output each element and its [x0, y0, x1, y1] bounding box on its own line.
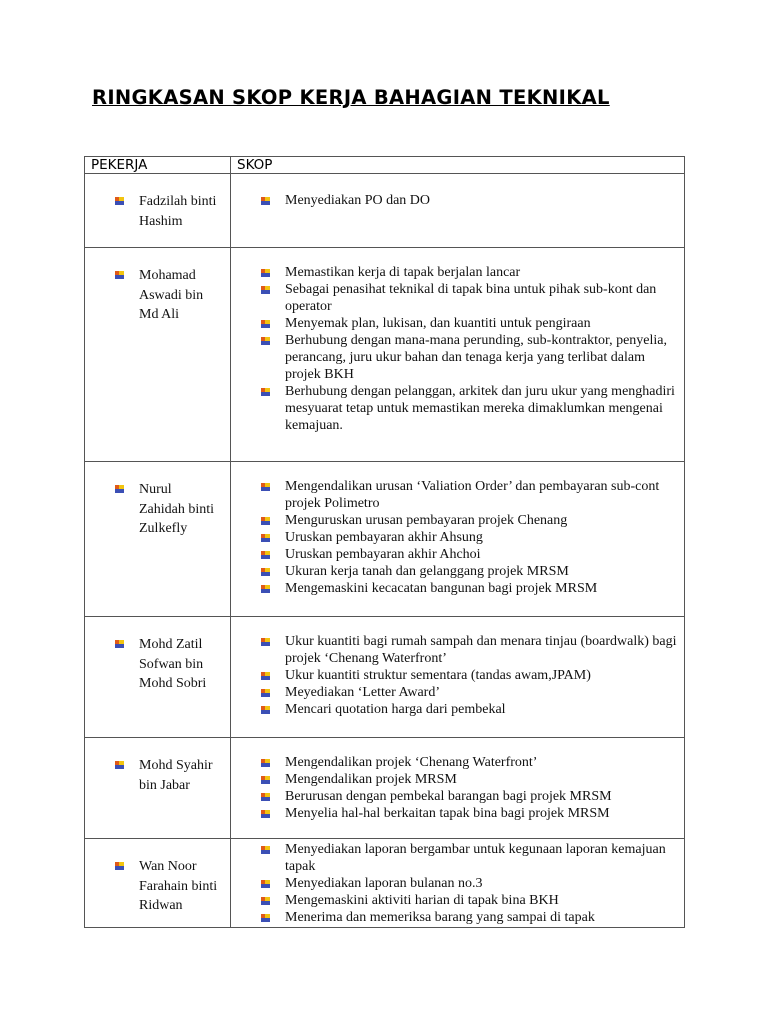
- employee-name: Mohd Syahir bin Jabar: [139, 758, 213, 793]
- table-row: [85, 248, 685, 462]
- task-text: Mencari quotation harga dari pembekal: [285, 702, 506, 717]
- task-text: Mengendalikan urusan ‘Valiation Order’ dan pembayaran sub-cont projek Polimetro: [285, 479, 660, 511]
- table-row: [85, 462, 685, 617]
- task-text: Mengemaskini kecacatan bangunan bagi projek MRSM: [285, 581, 598, 596]
- task-item: [285, 701, 678, 718]
- task-text: Mengendalikan projek MRSM: [285, 772, 457, 787]
- task-text: Berhubung dengan pelanggan, arkitek dan juru ukur yang menghadiri mesyuarat tetap untuk memastikan mereka dimaklumkan mengenai kemajuan.: [285, 384, 675, 433]
- pekerja-cell: [85, 617, 231, 738]
- bullet-icon: [261, 551, 270, 560]
- bullet-icon: [261, 810, 270, 819]
- task-item: [285, 805, 678, 822]
- bullet-icon: [261, 286, 270, 295]
- task-item: [285, 892, 678, 909]
- task-item: [285, 192, 678, 209]
- task-text: Meyediakan ‘Letter Award’: [285, 685, 440, 700]
- task-item: [285, 684, 678, 701]
- task-item: [285, 633, 678, 667]
- employee-name: Mohamad Aswadi bin Md Ali: [139, 268, 204, 322]
- task-item: [285, 264, 678, 281]
- bullet-icon: [261, 568, 270, 577]
- bullet-icon: [261, 672, 270, 681]
- task-item: [285, 332, 678, 383]
- bullet-icon: [115, 485, 124, 494]
- pekerja-cell: [85, 248, 231, 462]
- bullet-icon: [261, 706, 270, 715]
- task-text: Sebagai penasihat teknikal di tapak bina untuk pihak sub-kont dan operator: [285, 282, 657, 314]
- bullet-icon: [115, 197, 124, 206]
- pekerja-cell: [85, 738, 231, 839]
- task-text: Memastikan kerja di tapak berjalan lancar: [285, 265, 521, 280]
- task-text: Menyediakan PO dan DO: [285, 193, 431, 208]
- task-item: [285, 909, 678, 926]
- bullet-icon: [115, 640, 124, 649]
- page-title: RINGKASAN SKOP KERJA BAHAGIAN TEKNIKAL: [92, 86, 610, 109]
- task-item: [285, 771, 678, 788]
- table-row: [85, 174, 685, 248]
- scope-table: [84, 156, 685, 928]
- table-row: [85, 738, 685, 839]
- employee-name: Mohd Zatil Sofwan bin Mohd Sobri: [139, 637, 207, 691]
- header-skop: SKOP: [231, 157, 685, 174]
- bullet-icon: [261, 914, 270, 923]
- skop-cell: [231, 248, 685, 462]
- table-row: [85, 617, 685, 738]
- task-text: Mengendalikan projek ‘Chenang Waterfront’: [285, 755, 538, 770]
- employee-name: Nurul Zahidah binti Zulkefly: [139, 482, 215, 536]
- bullet-icon: [261, 897, 270, 906]
- skop-cell: [231, 839, 685, 928]
- bullet-icon: [115, 271, 124, 280]
- task-text: Ukuran kerja tanah dan gelanggang projek MRSM: [285, 564, 569, 579]
- bullet-icon: [261, 388, 270, 397]
- bullet-icon: [261, 689, 270, 698]
- bullet-icon: [261, 638, 270, 647]
- task-item: [285, 667, 678, 684]
- task-item: [285, 841, 678, 875]
- task-text: Menyediakan laporan bergambar untuk kegunaan laporan kemajuan tapak: [285, 842, 666, 874]
- task-item: [285, 546, 678, 563]
- task-text: Berurusan dengan pembekal barangan bagi projek MRSM: [285, 789, 612, 804]
- employee-name: Fadzilah binti Hashim: [139, 194, 217, 229]
- bullet-icon: [261, 880, 270, 889]
- bullet-icon: [115, 761, 124, 770]
- task-item: [285, 788, 678, 805]
- skop-cell: [231, 738, 685, 839]
- skop-cell: [231, 174, 685, 248]
- bullet-icon: [261, 585, 270, 594]
- skop-cell: [231, 617, 685, 738]
- task-item: [285, 529, 678, 546]
- task-text: Mengemaskini aktiviti harian di tapak bina BKH: [285, 893, 559, 908]
- bullet-icon: [261, 517, 270, 526]
- task-text: Menyediakan laporan bulanan no.3: [285, 876, 483, 891]
- bullet-icon: [115, 862, 124, 871]
- bullet-icon: [261, 846, 270, 855]
- task-item: [285, 754, 678, 771]
- task-item: [285, 512, 678, 529]
- task-item: [285, 383, 678, 434]
- task-text: Menguruskan urusan pembayaran projek Chenang: [285, 513, 568, 528]
- employee-name: Wan Noor Farahain binti Ridwan: [139, 859, 218, 913]
- task-item: [285, 315, 678, 332]
- bullet-icon: [261, 483, 270, 492]
- bullet-icon: [261, 776, 270, 785]
- task-text: Uruskan pembayaran akhir Ahsung: [285, 530, 483, 545]
- task-text: Ukur kuantiti struktur sementara (tandas awam,JPAM): [285, 668, 591, 683]
- task-text: Berhubung dengan mana-mana perunding, sub-kontraktor, penyelia, perancang, juru ukur bahan dan tenaga kerja yang terlibat dalam projek BKH: [285, 333, 667, 382]
- task-item: [285, 281, 678, 315]
- bullet-icon: [261, 337, 270, 346]
- bullet-icon: [261, 197, 270, 206]
- task-text: Ukur kuantiti bagi rumah sampah dan menara tinjau (boardwalk) bagi projek ‘Chenang Waterfront’: [285, 634, 677, 666]
- skop-cell: [231, 462, 685, 617]
- task-item: [285, 580, 678, 597]
- header-pekerja: PEKERJA: [85, 157, 231, 174]
- bullet-icon: [261, 759, 270, 768]
- pekerja-cell: [85, 839, 231, 928]
- table-row: [85, 839, 685, 928]
- bullet-icon: [261, 534, 270, 543]
- pekerja-cell: [85, 462, 231, 617]
- task-text: Menyemak plan, lukisan, dan kuantiti untuk pengiraan: [285, 316, 591, 331]
- bullet-icon: [261, 793, 270, 802]
- task-item: [285, 563, 678, 580]
- table-header-row: [85, 157, 685, 174]
- task-text: Uruskan pembayaran akhir Ahchoi: [285, 547, 481, 562]
- pekerja-cell: [85, 174, 231, 248]
- bullet-icon: [261, 320, 270, 329]
- bullet-icon: [261, 269, 270, 278]
- task-text: Menyelia hal-hal berkaitan tapak bina bagi projek MRSM: [285, 806, 610, 821]
- task-item: [285, 478, 678, 512]
- task-item: [285, 875, 678, 892]
- task-text: Menerima dan memeriksa barang yang sampai di tapak: [285, 910, 595, 925]
